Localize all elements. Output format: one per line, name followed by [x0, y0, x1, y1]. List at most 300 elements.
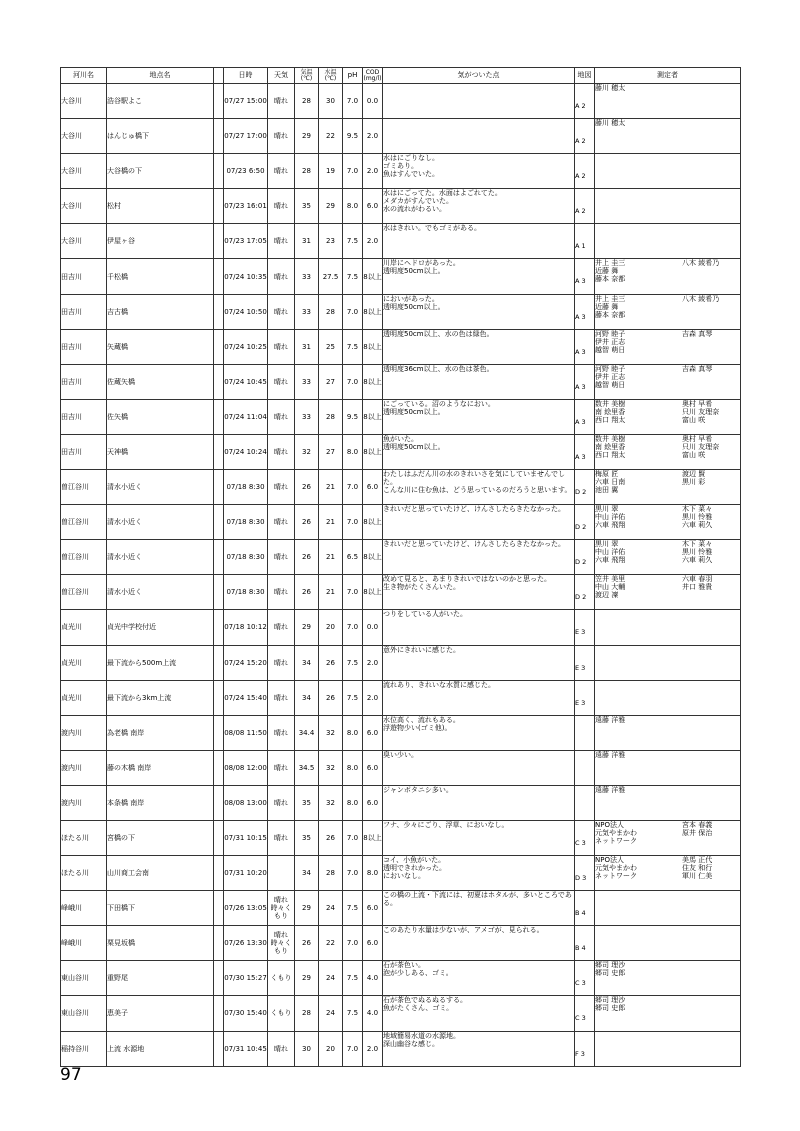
- observers-cell: [595, 610, 741, 645]
- table-row: [61, 680, 741, 715]
- cod-cell: 6.0: [363, 470, 383, 505]
- observer-line: [595, 716, 740, 724]
- weather-cell: 晴れ: [268, 84, 295, 119]
- water-temp-cell: 20: [319, 1031, 343, 1066]
- ph-cell: 6.5: [343, 540, 363, 575]
- table-row: [61, 329, 741, 364]
- map-ref: A 2: [575, 207, 586, 216]
- map-cell: [575, 540, 595, 575]
- ph-cell: 7.5: [343, 891, 363, 926]
- observer-line: [595, 969, 740, 977]
- river-cell: 大谷川: [61, 154, 107, 189]
- weather-cell: 晴れ: [268, 645, 295, 680]
- observer-name: 藤本 奈都: [595, 275, 626, 284]
- site-cell: 本条橋 南岸: [107, 785, 214, 820]
- observer-line: [595, 837, 740, 845]
- map-cell: [575, 294, 595, 329]
- observers-cell: [595, 189, 741, 224]
- observer-name: 黒川 怜雅: [682, 548, 713, 557]
- air-temp-cell: 33: [295, 259, 319, 294]
- notes-cell: ジャンボタニシ多い。: [383, 785, 575, 820]
- cod-cell: 2.0: [363, 119, 383, 154]
- cod-cell: 6.0: [363, 926, 383, 961]
- table-body: [61, 84, 741, 1067]
- observer-name: 井上 圭三: [595, 259, 626, 268]
- river-cell: 大谷川: [61, 119, 107, 154]
- table-row: [61, 259, 741, 294]
- notes-cell: 石が茶色い。 泡が少しある、ゴミ。: [383, 961, 575, 996]
- map-ref: A 3: [575, 382, 586, 391]
- air-temp-cell: 26: [295, 575, 319, 610]
- air-temp-cell: 33: [295, 294, 319, 329]
- map-cell: [575, 715, 595, 750]
- observer-line: [595, 311, 740, 319]
- observer-name: 原井 保治: [682, 828, 713, 837]
- observers-cell: [595, 680, 741, 715]
- site-cell: 清水小近く: [107, 540, 214, 575]
- map-ref: C 3: [575, 1014, 586, 1023]
- observer-line: [595, 373, 740, 381]
- datetime-cell: 07/24 10:24: [224, 434, 268, 469]
- observer-name: 郷司 理沙: [595, 961, 626, 970]
- observer-name: 只川 友理奈: [682, 442, 720, 451]
- observer-name: 池田 翼: [595, 486, 619, 495]
- table-row: [61, 540, 741, 575]
- observer-name: 六車 飛翔: [595, 556, 626, 565]
- observer-name: 奥村 早希: [682, 434, 713, 443]
- cod-cell: 8以上: [363, 820, 383, 855]
- observers-cell: [595, 820, 741, 855]
- observer-name: 奥村 早希: [682, 399, 713, 408]
- observers-cell: [595, 750, 741, 785]
- ph-cell: 7.5: [343, 680, 363, 715]
- cod-cell: 6.0: [363, 785, 383, 820]
- datetime-cell: 07/18 8:30: [224, 470, 268, 505]
- weather-cell: 晴れ: [268, 1031, 295, 1066]
- observer-line: [595, 451, 740, 459]
- river-cell: 貞光川: [61, 610, 107, 645]
- observer-name: 木下 菜々: [682, 505, 713, 514]
- header-map: 地図: [575, 68, 595, 84]
- observer-line: [595, 470, 740, 478]
- river-cell: 貞光川: [61, 645, 107, 680]
- air-temp-cell: 34.4: [295, 715, 319, 750]
- air-temp-cell: 26: [295, 926, 319, 961]
- water-temp-cell: 21: [319, 540, 343, 575]
- water-temp-cell: 19: [319, 154, 343, 189]
- header-notes: 気がついた点: [383, 68, 575, 84]
- observer-name: 美馬 正代: [682, 856, 713, 865]
- observer-name: 郷司 理沙: [595, 996, 626, 1005]
- observer-name: 木下 菜々: [682, 540, 713, 549]
- weather-cell: 晴れ: [268, 715, 295, 750]
- map-cell: [575, 505, 595, 540]
- observer-name: 渡辺 賢: [682, 470, 706, 479]
- datetime-cell: 07/30 15:27: [224, 961, 268, 996]
- site-cell: 清水小近く: [107, 575, 214, 610]
- water-temp-cell: 21: [319, 575, 343, 610]
- notes-cell: 水はにごってた。水面はよごれてた。 メダカがすんでいた。 水の流れがわるい。: [383, 189, 575, 224]
- ph-cell: 7.0: [343, 154, 363, 189]
- cod-cell: 6.0: [363, 715, 383, 750]
- map-cell: [575, 84, 595, 119]
- observer-name: 六車 莉久: [682, 556, 713, 565]
- cod-cell: 6.0: [363, 750, 383, 785]
- air-temp-cell: 34: [295, 645, 319, 680]
- site-cell: 恵美子: [107, 996, 214, 1031]
- observer-line: [595, 829, 740, 837]
- river-cell: 曽江谷川: [61, 470, 107, 505]
- water-temp-cell: 26: [319, 645, 343, 680]
- page-number: 97: [60, 1065, 82, 1085]
- observers-cell: [595, 856, 741, 891]
- air-temp-cell: 29: [295, 961, 319, 996]
- observer-name: 藤川 穂太: [595, 84, 626, 92]
- air-temp-cell: 31: [295, 329, 319, 364]
- table-row: [61, 610, 741, 645]
- datetime-cell: 07/24 10:45: [224, 364, 268, 399]
- river-cell: 田吉川: [61, 434, 107, 469]
- spacer-cell: [214, 434, 224, 469]
- observer-name: ネットワーク: [595, 836, 637, 845]
- table-row: [61, 785, 741, 820]
- map-ref: A 2: [575, 137, 586, 146]
- cod-cell: 8以上: [363, 259, 383, 294]
- weather-cell: くもり: [268, 961, 295, 996]
- table-row: [61, 470, 741, 505]
- ph-cell: 7.0: [343, 505, 363, 540]
- map-cell: [575, 575, 595, 610]
- observers-cell: [595, 961, 741, 996]
- notes-cell: このあたり水量は少ないが、アメゴが、見られる。: [383, 926, 575, 961]
- spacer-cell: [214, 961, 224, 996]
- spacer-cell: [214, 540, 224, 575]
- ph-cell: 7.0: [343, 84, 363, 119]
- water-temp-cell: 20: [319, 610, 343, 645]
- table-row: [61, 505, 741, 540]
- map-ref: A 3: [575, 312, 586, 321]
- weather-cell: くもり: [268, 996, 295, 1031]
- ph-cell: 7.0: [343, 820, 363, 855]
- notes-cell: 地域簡易水道の水源地。 深山幽谷な感じ。: [383, 1031, 575, 1066]
- table-row: [61, 84, 741, 119]
- spacer-cell: [214, 399, 224, 434]
- air-temp-cell: 26: [295, 505, 319, 540]
- observer-name: 黒川 翠: [595, 540, 619, 549]
- site-cell: 佐蔵矢橋: [107, 364, 214, 399]
- map-cell: [575, 820, 595, 855]
- observers-cell: [595, 645, 741, 680]
- ph-cell: 7.5: [343, 645, 363, 680]
- datetime-cell: 07/26 13:30: [224, 926, 268, 961]
- observer-name: 近藤 舞: [595, 267, 619, 276]
- observer-name: 富山 咲: [682, 415, 706, 424]
- air-temp-cell: 35: [295, 189, 319, 224]
- site-cell: 為老橋 南岸: [107, 715, 214, 750]
- weather-cell: 晴れ: [268, 434, 295, 469]
- water-temp-cell: 30: [319, 84, 343, 119]
- notes-cell: この橋の上流・下流には、初夏はホタルが、多いところである。: [383, 891, 575, 926]
- cod-cell: 2.0: [363, 680, 383, 715]
- observer-name: 元気やまかわ: [595, 864, 637, 873]
- spacer-cell: [214, 856, 224, 891]
- map-cell: [575, 785, 595, 820]
- map-cell: [575, 1031, 595, 1066]
- observer-name: NPO法人: [595, 820, 624, 829]
- river-cell: 貞光川: [61, 680, 107, 715]
- map-cell: [575, 891, 595, 926]
- map-ref: B 4: [575, 944, 586, 953]
- observer-line: [595, 856, 740, 864]
- map-cell: [575, 399, 595, 434]
- map-cell: [575, 119, 595, 154]
- datetime-cell: 08/08 11:50: [224, 715, 268, 750]
- water-temp-cell: 21: [319, 470, 343, 505]
- ph-cell: 7.0: [343, 856, 363, 891]
- site-cell: 松村: [107, 189, 214, 224]
- weather-cell: 晴れ: [268, 820, 295, 855]
- site-cell: 天神橋: [107, 434, 214, 469]
- water-temp-cell: 29: [319, 189, 343, 224]
- map-cell: [575, 961, 595, 996]
- site-cell: 清水小近く: [107, 470, 214, 505]
- site-cell: 佐矢橋: [107, 399, 214, 434]
- river-cell: 田吉川: [61, 399, 107, 434]
- observer-line: [595, 435, 740, 443]
- spacer-cell: [214, 715, 224, 750]
- air-temp-cell: 28: [295, 84, 319, 119]
- air-temp-cell: 31: [295, 224, 319, 259]
- weather-cell: 晴れ: [268, 785, 295, 820]
- site-cell: 宮橋の下: [107, 820, 214, 855]
- spacer-cell: [214, 891, 224, 926]
- table-row: [61, 645, 741, 680]
- site-cell: 重野尾: [107, 961, 214, 996]
- table-row: [61, 189, 741, 224]
- water-temp-cell: 21: [319, 505, 343, 540]
- header-spacer: [214, 68, 224, 84]
- cod-cell: 6.0: [363, 189, 383, 224]
- air-temp-cell: 28: [295, 996, 319, 1031]
- observer-line: [595, 330, 740, 338]
- header-site: 地点名: [107, 68, 214, 84]
- map-cell: [575, 926, 595, 961]
- site-cell: 大谷橋の下: [107, 154, 214, 189]
- observer-name: 伊井 正志: [595, 337, 626, 346]
- table-row: [61, 891, 741, 926]
- notes-cell: フナ、少々にごり、浮草、においなし。: [383, 820, 575, 855]
- datetime-cell: 08/08 13:00: [224, 785, 268, 820]
- air-temp-cell: 34.5: [295, 750, 319, 785]
- observers-cell: [595, 224, 741, 259]
- ph-cell: 7.5: [343, 259, 363, 294]
- ph-cell: 7.5: [343, 961, 363, 996]
- spacer-cell: [214, 610, 224, 645]
- air-temp-cell: 34: [295, 856, 319, 891]
- spacer-cell: [214, 189, 224, 224]
- observer-name: 近藤 舞: [595, 302, 619, 311]
- observers-cell: [595, 84, 741, 119]
- spacer-cell: [214, 645, 224, 680]
- observer-name: 八木 綾希乃: [682, 294, 720, 303]
- observer-name: 西口 翔太: [595, 415, 626, 424]
- datetime-cell: 07/23 17:05: [224, 224, 268, 259]
- map-cell: [575, 645, 595, 680]
- notes-cell: わたしはふだん川の水のきれいさを気にしていませんでした。 こんな川に住む魚は、どう思っているのだろうと思います。: [383, 470, 575, 505]
- observer-name: 軍川 仁美: [682, 872, 713, 881]
- observers-cell: [595, 470, 741, 505]
- observer-name: 越智 萌日: [595, 380, 626, 389]
- weather-cell: 晴れ: [268, 224, 295, 259]
- map-ref: C 3: [575, 979, 586, 988]
- observer-name: 河野 睦子: [595, 364, 626, 373]
- observer-name: NPO法人: [595, 856, 624, 865]
- ph-cell: 8.0: [343, 434, 363, 469]
- map-ref: E 3: [575, 698, 586, 707]
- ph-cell: 8.0: [343, 750, 363, 785]
- site-cell: 最下流から3km上流: [107, 680, 214, 715]
- observer-name: 河野 睦子: [595, 329, 626, 338]
- spacer-cell: [214, 154, 224, 189]
- map-ref: D 2: [575, 488, 587, 497]
- table-row: [61, 961, 741, 996]
- water-temp-cell: 26: [319, 680, 343, 715]
- water-temp-cell: 27: [319, 434, 343, 469]
- air-temp-cell: 35: [295, 785, 319, 820]
- notes-cell: きれいだと思っていたけど、けんさしたらきたなかった。: [383, 540, 575, 575]
- notes-cell: 透明度50cm以上、水の色は緑色。: [383, 329, 575, 364]
- map-ref: E 3: [575, 628, 586, 637]
- spacer-cell: [214, 364, 224, 399]
- observers-cell: [595, 259, 741, 294]
- observer-name: 遠藤 洋雅: [595, 785, 626, 794]
- water-temp-cell: 28: [319, 399, 343, 434]
- water-temp-cell: 32: [319, 785, 343, 820]
- ph-cell: 7.0: [343, 610, 363, 645]
- observer-line: [595, 505, 740, 513]
- notes-cell: 水位高く、流れもある。 浮遊物少い(ゴミ他)。: [383, 715, 575, 750]
- map-ref: E 3: [575, 663, 586, 672]
- weather-cell: 晴れ: [268, 575, 295, 610]
- spacer-cell: [214, 680, 224, 715]
- site-cell: 矢蔵橋: [107, 329, 214, 364]
- spacer-cell: [214, 996, 224, 1031]
- map-ref: D 2: [575, 558, 587, 567]
- cod-cell: 8以上: [363, 364, 383, 399]
- observer-line: [595, 751, 740, 759]
- ph-cell: 9.5: [343, 399, 363, 434]
- weather-cell: 晴れ: [268, 470, 295, 505]
- notes-cell: 魚がいた。 透明度50cm以上。: [383, 434, 575, 469]
- notes-cell: にごっている。沼のようなにおい。 透明度50cm以上。: [383, 399, 575, 434]
- water-quality-table: [60, 67, 741, 1067]
- spacer-cell: [214, 750, 224, 785]
- cod-cell: 2.0: [363, 154, 383, 189]
- datetime-cell: 07/24 15:40: [224, 680, 268, 715]
- cod-cell: 8.0: [363, 856, 383, 891]
- cod-cell: 8以上: [363, 540, 383, 575]
- river-cell: 大谷川: [61, 189, 107, 224]
- map-ref: A 3: [575, 277, 586, 286]
- ph-cell: 7.5: [343, 224, 363, 259]
- river-cell: 渡内川: [61, 785, 107, 820]
- header-weather: 天気: [268, 68, 295, 84]
- observer-name: 井上 圭三: [595, 294, 626, 303]
- observer-name: 吉森 真琴: [682, 364, 713, 373]
- observers-cell: [595, 575, 741, 610]
- water-temp-cell: 28: [319, 294, 343, 329]
- observer-name: 住友 和行: [682, 864, 713, 873]
- weather-cell: 晴れ: [268, 119, 295, 154]
- cod-cell: 2.0: [363, 645, 383, 680]
- table-row: [61, 715, 741, 750]
- water-temp-cell: 24: [319, 961, 343, 996]
- map-cell: [575, 154, 595, 189]
- notes-cell: 石が茶色でぬるぬるする。 魚がたくさん、ゴミ。: [383, 996, 575, 1031]
- map-cell: [575, 364, 595, 399]
- ph-cell: 7.0: [343, 364, 363, 399]
- site-cell: 上流 水源地: [107, 1031, 214, 1066]
- observer-name: 黒川 怜雅: [682, 513, 713, 522]
- observer-name: 黒川 彩: [682, 478, 706, 487]
- observer-line: [595, 513, 740, 521]
- notes-cell: [383, 84, 575, 119]
- observer-line: [595, 591, 740, 599]
- cod-cell: 6.0: [363, 891, 383, 926]
- observer-name: 中山 洋佑: [595, 513, 626, 522]
- observer-line: [595, 486, 740, 494]
- observer-name: 梅原 匠: [595, 470, 619, 479]
- site-cell: 清水小近く: [107, 505, 214, 540]
- datetime-cell: 07/26 13:05: [224, 891, 268, 926]
- datetime-cell: 07/24 15:20: [224, 645, 268, 680]
- river-cell: 稲持谷川: [61, 1031, 107, 1066]
- ph-cell: 8.0: [343, 715, 363, 750]
- map-ref: A 2: [575, 102, 586, 110]
- observers-cell: [595, 1031, 741, 1066]
- map-cell: [575, 680, 595, 715]
- table-row: [61, 364, 741, 399]
- weather-cell: 晴れ: [268, 610, 295, 645]
- river-cell: ほたる川: [61, 856, 107, 891]
- river-cell: 曽江谷川: [61, 540, 107, 575]
- map-cell: [575, 259, 595, 294]
- observers-cell: [595, 329, 741, 364]
- site-cell: 伊屋ヶ谷: [107, 224, 214, 259]
- ph-cell: 7.0: [343, 294, 363, 329]
- map-cell: [575, 224, 595, 259]
- map-cell: [575, 610, 595, 645]
- observer-line: [595, 400, 740, 408]
- observer-line: [595, 786, 740, 794]
- weather-cell: 晴れ: [268, 680, 295, 715]
- air-temp-cell: 32: [295, 434, 319, 469]
- weather-cell: 晴れ: [268, 189, 295, 224]
- river-cell: 大谷川: [61, 224, 107, 259]
- spacer-cell: [214, 1031, 224, 1066]
- observer-name: 井口 雅貴: [682, 583, 713, 592]
- cod-cell: 0.0: [363, 84, 383, 119]
- river-cell: 渡内川: [61, 750, 107, 785]
- site-cell: 吉古橋: [107, 294, 214, 329]
- observers-cell: [595, 785, 741, 820]
- observers-cell: [595, 364, 741, 399]
- water-temp-cell: 24: [319, 891, 343, 926]
- river-cell: 田吉川: [61, 259, 107, 294]
- notes-cell: 意外にきれいに感じた。: [383, 645, 575, 680]
- weather-cell: 晴れ: [268, 329, 295, 364]
- notes-cell: きれいだと思っていたけど、けんさしたらきたなかった。: [383, 505, 575, 540]
